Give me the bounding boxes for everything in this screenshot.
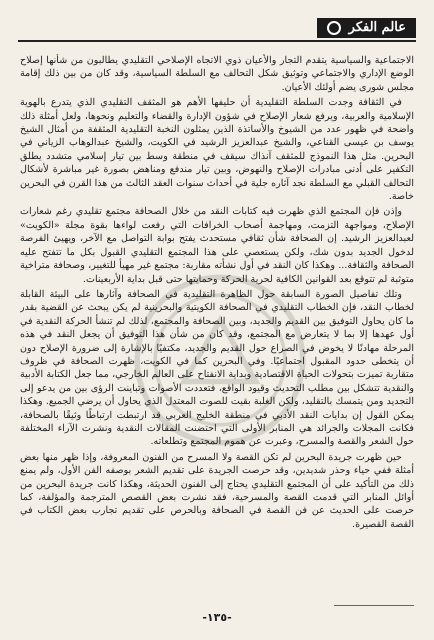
paragraph: وتلك تفاصيل الصورة السابقة حول الظاهرة التقليدية في الصحافة وآثارها على البيئة القابلة لخطاب النقد، فإن الخطاب التقليدي في الصحافة الكويتية والبحرينية لم يكن يبحث عن القضية بقدر ما كان يحاول التوفيق بين القديم والجديد، وبين الصحافة والمجتمع، لذلك لم تنشأ الحركة النقدية في أول عهدها إلا بما لا يتعارض مع المجتمع، وقد كان من شأن هذا التوفيق أن يجعل النقد في هذه المرحلة مهادنًا لا يخوض في الصراع حول القديم والجديد، مكتفيًا بالإشارة إلى ضرورة الإصلاح دون أن يتخطى حدود المقبول اجتماعيًا. وفي البحرين كما في الكويت، ظهرت الصحافة في ظروف متقاربة تميزت بتحولات الحياة الاقتصادية وبداية الانفتاح على العالم الخارجي، مما جعل الكتابة الأدبية والنقدية تتشكل بين مطلب التحديث وقيود الواقع، فتعددت الأصوات وتباينت الرؤى بين من يدعو إلى التجديد ومن يتمسك بالتقليد، ولكن الغلبة بقيت للصوت المعتدل الذي يحاول أن يرضي الجميع. وهكذا يمكن القول إن بدايات النقد الأدبي في منطقة الخليج العربي قد ارتبطت ارتباطًا وثيقًا بالصحافة، فكانت المجلات والجرائد هي المنابر الأولى التي احتضنت المقالات النقدية ونشرت الآراء المختلفة حول الشعر والقصة والمسرح، وعبرت عن هموم المجتمع وتطلعاته. [20, 288, 414, 448]
article-body [20, 54, 414, 592]
running-header [18, 16, 416, 42]
footer-rule [334, 605, 414, 606]
paragraph: وإذن فإن المجتمع الذي ظهرت فيه كتابات النقد من خلال الصحافة مجتمع تقليدي رغم شعارات الإصلاح، ومواجهة التزمت، ومهاجمة أصحاب الخرافات التي رفعت لواءها بقوة مجلة «الكويت» لعبدالعزيز الرشيد. إن الصحافة شأن ثقافي مستحدث يفتح بوابة التواصل مع الآخر، ويهيئ الفرصة لدخول الجديد بدون شك، ولكن يستعصي على هذا المجتمع التقليدي القبول بكل ما تتفتح عليه الصحافة والثقافة... وهكذا كان النقد في أول نشأته مقاربة: مجتمع غير مهيأ للتغيير، وصحافة متراخية متوثبة لم تتوقع بعد القوانين الكافية لحرية الحركة وحمايتها حتى قبل بداية الأربعينات. [20, 206, 414, 285]
journal-title: عالم الفكر [348, 20, 406, 35]
journal-title-block [317, 18, 416, 38]
paragraph: الاجتماعية والسياسية يتقدم التجار والأعيان ذوي الاتجاه الإصلاحي التقليدي يطالبون من شأنها إصلاح الوضع الإداري والاجتماعي وتوثيق شكل التحالف مع السلطة السياسية، وقد كان من بين ذلك إقامة مجلس شورى يضم أولئك الأعيان. [20, 55, 414, 93]
ornament-icon [327, 21, 341, 35]
paragraph: في الثقافة وجدت السلطة التقليدية أن حليفها الأهم هو المثقف التقليدي الذي يتدرع بالهوية الإسلامية والعربية، ويرفع شعار الإصلاح في شؤون الإدارة والقضاء والتعليم ونحوها، ولعل أمثلة ذلك واضحة في ظهور عدد من الشيوخ والأساتذة الذين يمثلون النخبة التقليدية المثقفة من أمثال الشيخ يوسف بن عيسى القناعي، والشيخ عبدالعزيز الرشيد في الكويت، والشيخ عبدالوهاب الزياني في البحرين. مثل هذا النموذج للمثقف آنذاك سيقف في منطقة وسط بين تيار إسلامي متشدد يطلق التكفير على أدنى مبادرات الإصلاح والنهوض، وبين تيار مندفع ومناهض بصورة غير مباشرة لأشكال التحالف القبلي مع السلطة نجد آثاره جلية في أحداث سنوات العقد الثالث من هذا القرن في البحرين خاصة. [20, 97, 414, 203]
paragraph: حين ظهرت جريدة البحرين لم تكن القصة ولا المسرح من الفنون المعروفة، وإذا ظهر منها بعض أمثلة ففي حياء وحذر شديدين، وقد حرصت الجريدة على تقديم الشعر بوصفه الفن الأول، ولم يمنع ذلك من التأكيد على أن المجتمع التقليدي يحتاج إلى الفنون الحديثة، وهكذا كانت جريدة البحرين من أوائل المنابر التي قدمت القصة والمسرحية، فقد نشرت بعض القصص المترجمة والمؤلفة، كما حرصت على الحديث عن فن القصة في الصحافة وبالحرص على تقديم تجارب بعض الكتاب في القصة القصيرة. [20, 451, 414, 530]
page-number: -١٣٥- [202, 611, 232, 624]
